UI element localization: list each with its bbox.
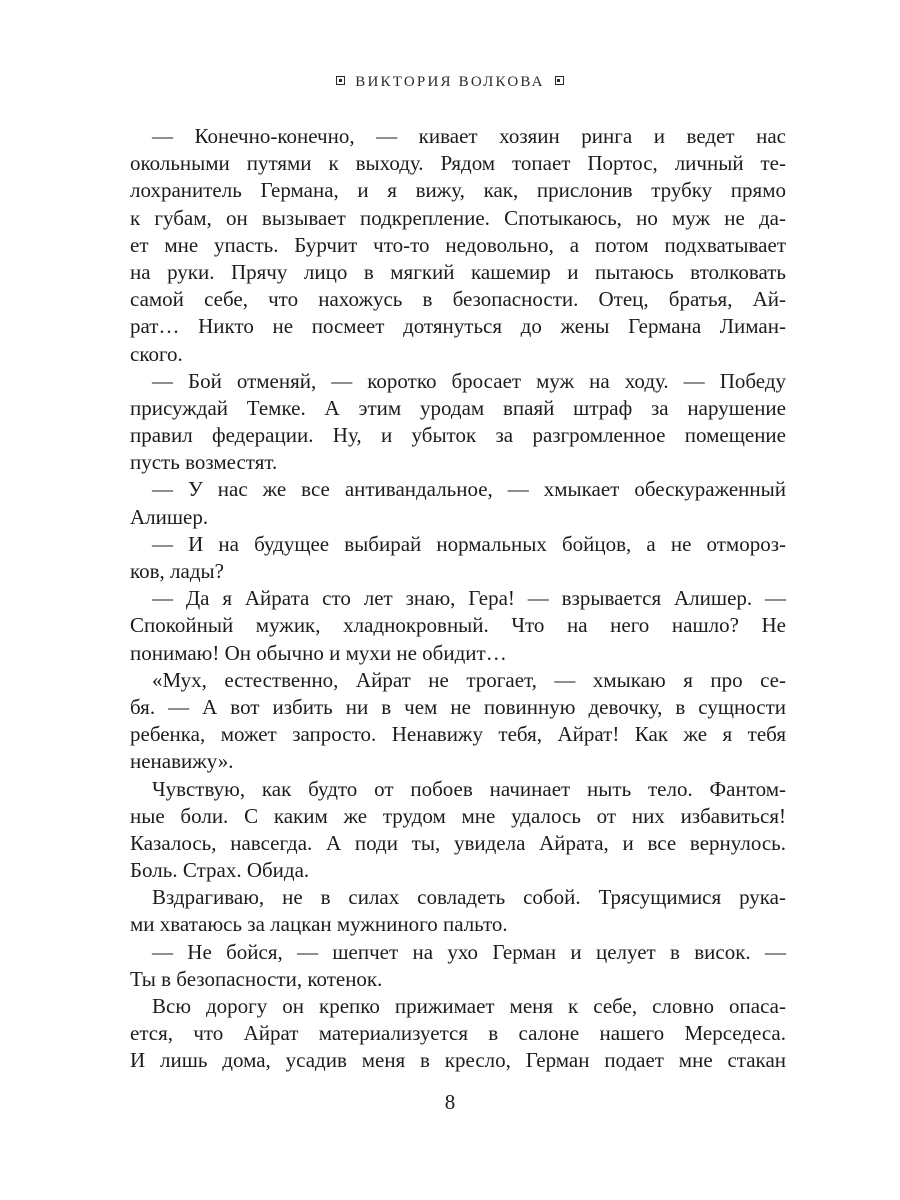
text-line: ребенка, может запросто. Ненавижу тебя, Айрат! Как же я тебя — [130, 722, 786, 747]
text-line: присуждай Темке. А этим уродам впаяй штраф за нарушение — [130, 395, 786, 420]
text-line: — И на будущее выбирай нормальных бойцов, а не отмороз- — [152, 531, 786, 556]
author-name: ВИКТОРИЯ ВОЛКОВА — [355, 74, 545, 90]
text-line: самой себе, что нахожусь в безопасности. Отец, братья, Ай- — [130, 287, 786, 312]
body-text — [130, 123, 786, 1075]
text-line: — Бой отменяй, — коротко бросает муж на ходу. — Победу — [152, 368, 786, 393]
text-line: «Мух, естественно, Айрат не трогает, — хмыкаю я про се- — [152, 667, 786, 692]
text-line: — Не бойся, — шепчет на ухо Герман и целует в висок. — — [152, 939, 786, 964]
text-line: ные боли. С каким же трудом мне удалось от них избавиться! — [130, 803, 786, 828]
square-ornament-icon — [555, 76, 564, 85]
text-line: к губам, он вызывает подкрепление. Спотыкаюсь, но муж не да- — [130, 205, 786, 230]
paragraph — [130, 476, 786, 530]
paragraph — [130, 585, 786, 667]
paragraph — [130, 884, 786, 938]
text-line: Боль. Страх. Обида. — [130, 858, 310, 883]
text-line: лохранитель Германа, и я вижу, как, прислонив трубку прямо — [130, 178, 786, 203]
page-number: 8 — [444, 1090, 456, 1114]
text-line: ненавижу». — [130, 749, 234, 774]
paragraph — [130, 776, 786, 885]
text-line: окольными путями к выходу. Рядом топает Портос, личный те- — [130, 151, 786, 176]
text-line: правил федерации. Ну, и убыток за разгромленное помещение — [130, 423, 786, 448]
text-line: Алишер. — [130, 504, 209, 529]
text-line: Всю дорогу он крепко прижимает меня к себе, словно опаса- — [152, 994, 786, 1018]
text-line: ков, лады? — [130, 559, 224, 583]
text-line: ет мне упасть. Бурчит что-то недовольно, а потом подхватывает — [130, 232, 786, 257]
text-line: ми хватаюсь за лацкан мужниного пальто. — [130, 912, 508, 937]
paragraph — [130, 531, 786, 585]
square-ornament-icon — [336, 76, 345, 85]
paragraph — [130, 368, 786, 477]
text-line: И лишь дома, усадив меня в кресло, Герман подает мне стакан — [130, 1048, 786, 1073]
text-line: пусть возместят. — [130, 450, 278, 475]
text-line: — Да я Айрата сто лет знаю, Гера! — взрывается Алишер. — — [152, 586, 786, 611]
paragraph — [130, 123, 786, 368]
text-line: Спокойный мужик, хладнокровный. Что на него нашло? Не — [130, 613, 786, 638]
text-line: понимаю! Он обычно и мухи не обидит… — [130, 640, 507, 665]
text-line: Чувствую, как будто от побоев начинает ныть тело. Фантом- — [152, 776, 786, 801]
text-line: рат… Никто не посмеет дотянуться до жены Германа Лиман- — [130, 314, 786, 339]
text-line: Казалось, навсегда. А поди ты, увидела Айрата, и все вернулось. — [130, 830, 786, 855]
text-line: Вздрагиваю, не в силах совладеть собой. Трясущимися рука- — [152, 885, 786, 910]
text-line: — У нас же все антивандальное, — хмыкает обескураженный — [152, 477, 786, 502]
paragraph — [130, 667, 786, 776]
text-line: на руки. Прячу лицо в мягкий кашемир и пытаюсь втолковать — [130, 259, 786, 284]
text-line: бя. — А вот избить ни в чем не повинную девочку, в сущности — [130, 694, 786, 719]
text-line: ется, что Айрат материализуется в салоне нашего Мерседеса. — [130, 1021, 786, 1046]
paragraph — [130, 939, 786, 993]
text-line: ского. — [130, 341, 183, 366]
paragraph — [130, 993, 786, 1075]
text-line: Ты в безопасности, котенок. — [130, 966, 383, 991]
text-line: — Конечно-конечно, — кивает хозяин ринга и ведет нас — [152, 124, 786, 148]
running-header — [0, 74, 900, 91]
